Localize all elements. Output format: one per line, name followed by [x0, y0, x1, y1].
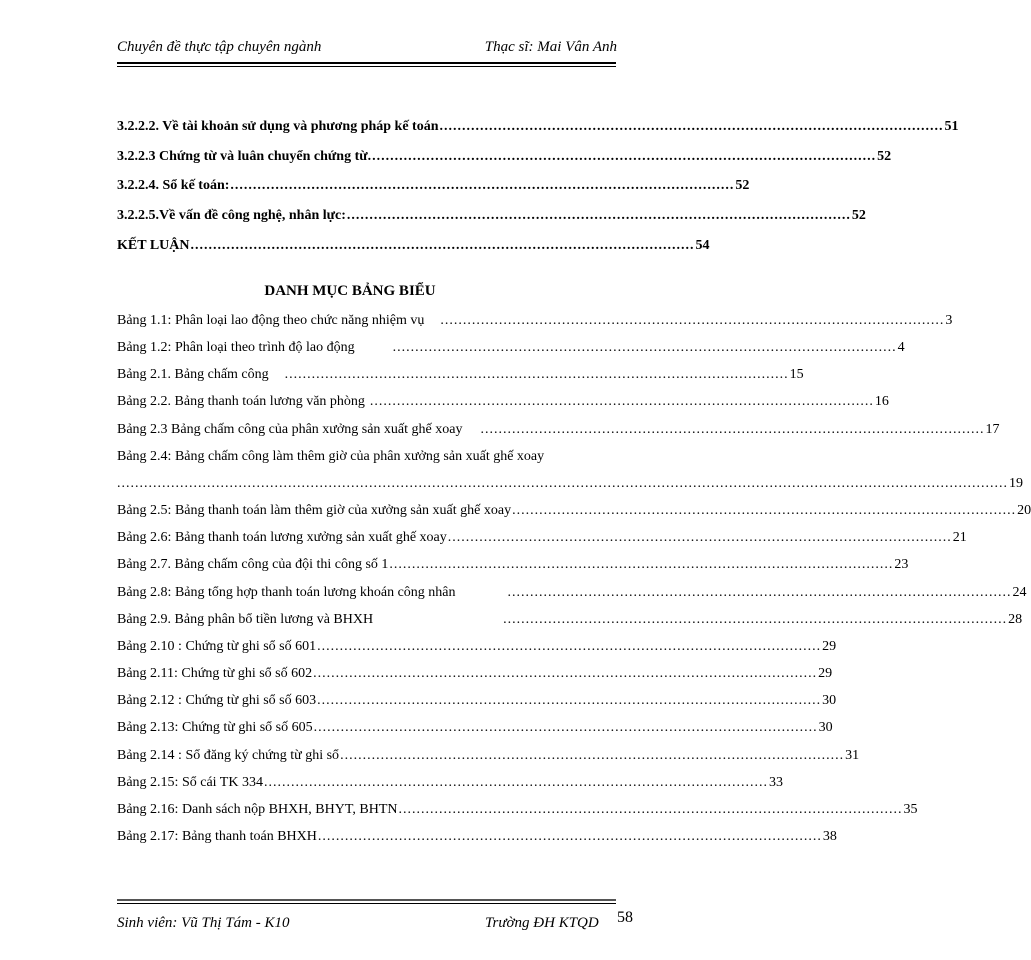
table-page: 31: [845, 748, 860, 763]
footer-left: Sinh viên: Vũ Thị Tám - K10: [117, 915, 290, 931]
toc-page: 52: [877, 149, 892, 164]
table-page: 21: [952, 530, 967, 545]
table-label: Bảng 2.2. Bảng thanh toán lương văn phòng: [117, 394, 365, 409]
toc-entry: [117, 178, 750, 194]
table-label: Bảng 2.1. Bảng chấm công: [117, 367, 269, 382]
table-entry: [117, 666, 833, 682]
table-label: Bảng 2.16: Danh sách nộp BHXH, BHYT, BHTN: [117, 802, 398, 817]
leader-dots: ................................................................................................................: [313, 720, 818, 735]
toc-page: 51: [944, 119, 959, 134]
page-number: 58: [617, 909, 633, 926]
table-label: Bảng 2.7. Bảng chấm công của đội thi công số 1: [117, 557, 389, 572]
table-page: 38: [822, 829, 837, 844]
toc-page: 54: [695, 238, 710, 253]
leader-dots: ................................................................................................................: [263, 775, 768, 790]
table-entry: [117, 313, 953, 329]
leader-dots: ................................................................................................................: [372, 149, 877, 164]
toc-label: KẾT LUẬN: [117, 238, 190, 253]
table-entry: [117, 340, 905, 356]
leader-dots: ................................................................................................................: [190, 238, 695, 253]
toc-entry: [117, 119, 959, 135]
toc-entry: [117, 149, 892, 165]
table-label: Bảng 1.1: Phân loại lao động theo chức năng nhiệm vụ: [117, 313, 425, 328]
table-entry: [117, 612, 1023, 628]
table-label: Bảng 2.6: Bảng thanh toán lương xưởng sản xuất ghế xoay: [117, 530, 447, 545]
leader-dots: ................................................................................................................: [340, 748, 845, 763]
leader-dots: ................................................................................................................: [346, 208, 851, 223]
table-entry: [117, 394, 889, 410]
toc-entry: [117, 208, 866, 224]
table-entry: [117, 367, 804, 383]
leader-dots: ................................................................................................................: [389, 557, 894, 572]
table-label: Bảng 2.11: Chứng từ ghi sổ số 602: [117, 666, 313, 681]
table-page: 3: [945, 313, 953, 328]
header-left: Chuyên đề thực tập chuyên ngành: [117, 39, 322, 55]
table-page: 28: [1008, 612, 1023, 627]
table-page: 19: [1009, 476, 1023, 491]
leader-dots: ................................................................................................................: [369, 394, 874, 409]
table-entry: [117, 720, 833, 736]
leader-dots: ................................................................................................................: [398, 802, 903, 817]
table-entry: [117, 639, 837, 655]
table-entry: [117, 775, 783, 791]
page-header: [117, 39, 617, 56]
table-page: 15: [789, 367, 804, 382]
table-page: 24: [1012, 585, 1027, 600]
table-entry-wrapped: [117, 449, 635, 465]
table-label: Bảng 2.12 : Chứng từ ghi sổ số 603: [117, 693, 317, 708]
table-entry: [117, 802, 918, 818]
leader-dots: ................................................................................................................: [440, 313, 945, 328]
leader-dots: ................................................................................................................: [447, 530, 952, 545]
toc-page: 52: [851, 208, 866, 223]
table-label: Bảng 2.10 : Chứng từ ghi sổ số 601: [117, 639, 317, 654]
leader-dots: ................................................................................................................: [313, 666, 818, 681]
table-label: Bảng 1.2: Phân loại theo trình độ lao động: [117, 340, 355, 355]
table-label: Bảng 2.14 : Sổ đăng ký chứng từ ghi sổ: [117, 748, 340, 763]
table-page: 16: [874, 394, 889, 409]
toc-label: 3.2.2.5.Về vấn đề công nghệ, nhân lực:: [117, 208, 346, 223]
table-entry: [117, 585, 1027, 601]
footer-right: Trường ĐH KTQD: [485, 915, 599, 931]
leader-dots: ................................................................................................................: [480, 422, 985, 437]
leader-dots: ................................................................................................................: [507, 585, 1012, 600]
toc-label: 3.2.2.3 Chứng từ và luân chuyển chứng từ.: [117, 149, 372, 164]
leader-dots: ................................................................................................................: [284, 367, 789, 382]
table-page: 17: [985, 422, 1000, 437]
header-rule: [117, 62, 616, 64]
table-page: 23: [894, 557, 909, 572]
toc-label: 3.2.2.2. Về tài khoản sử dụng và phương pháp kế toán: [117, 119, 439, 134]
table-page: 29: [822, 639, 837, 654]
toc-entry: [117, 238, 710, 254]
leader-dots: ................................................................................................................: [317, 829, 822, 844]
table-entry: [117, 829, 837, 845]
table-entry-continuation: [117, 476, 1023, 492]
leader-dots: ................................................................................................................: [317, 639, 822, 654]
table-entry: [117, 503, 1031, 519]
table-entry: [117, 693, 837, 709]
table-entry: [117, 557, 909, 573]
leader-dots: ......................................................................................................................................................................................................: [117, 476, 1008, 491]
table-label: Bảng 2.17: Bảng thanh toán BHXH: [117, 829, 317, 844]
table-label: Bảng 2.13: Chứng từ ghi sổ số 605: [117, 720, 313, 735]
table-page: 30: [822, 693, 837, 708]
table-label: Bảng 2.9. Bảng phân bổ tiền lương và BHXH: [117, 612, 374, 627]
table-entry: [117, 748, 860, 764]
leader-dots: ................................................................................................................: [512, 503, 1017, 518]
leader-dots: ................................................................................................................: [503, 612, 1008, 627]
table-page: 33: [768, 775, 783, 790]
header-rule-thin: [117, 66, 616, 67]
table-page: 4: [897, 340, 905, 355]
table-entry: [117, 530, 967, 546]
table-entry: [117, 422, 1000, 438]
toc-page: 52: [735, 178, 750, 193]
leader-dots: ................................................................................................................: [317, 693, 822, 708]
table-page: 29: [818, 666, 833, 681]
table-page: 20: [1017, 503, 1031, 518]
toc-label: 3.2.2.4. Sổ kế toán:: [117, 178, 230, 193]
footer-rule-thin: [117, 903, 616, 904]
leader-dots: ................................................................................................................: [392, 340, 897, 355]
section-title: DANH MỤC BẢNG BIỂU: [264, 283, 436, 299]
table-label: Bảng 2.4: Bảng chấm công làm thêm giờ của phân xưởng sản xuất ghế xoay: [117, 449, 545, 464]
table-label: Bảng 2.5: Bảng thanh toán làm thêm giờ của xưởng sản xuất ghế xoay: [117, 503, 512, 518]
footer-rule: [117, 899, 616, 901]
table-label: Bảng 2.3 Bảng chấm công của phân xưởng sản xuất ghế xoay: [117, 422, 463, 437]
table-page: 35: [903, 802, 918, 817]
leader-dots: ................................................................................................................: [230, 178, 735, 193]
table-label: Bảng 2.15: Sổ cái TK 334: [117, 775, 263, 790]
table-label: Bảng 2.8: Bảng tổng hợp thanh toán lương khoán công nhân: [117, 585, 456, 600]
table-page: 30: [818, 720, 833, 735]
header-right: Thạc sĩ: Mai Vân Anh: [484, 39, 617, 55]
leader-dots: ................................................................................................................: [439, 119, 944, 134]
